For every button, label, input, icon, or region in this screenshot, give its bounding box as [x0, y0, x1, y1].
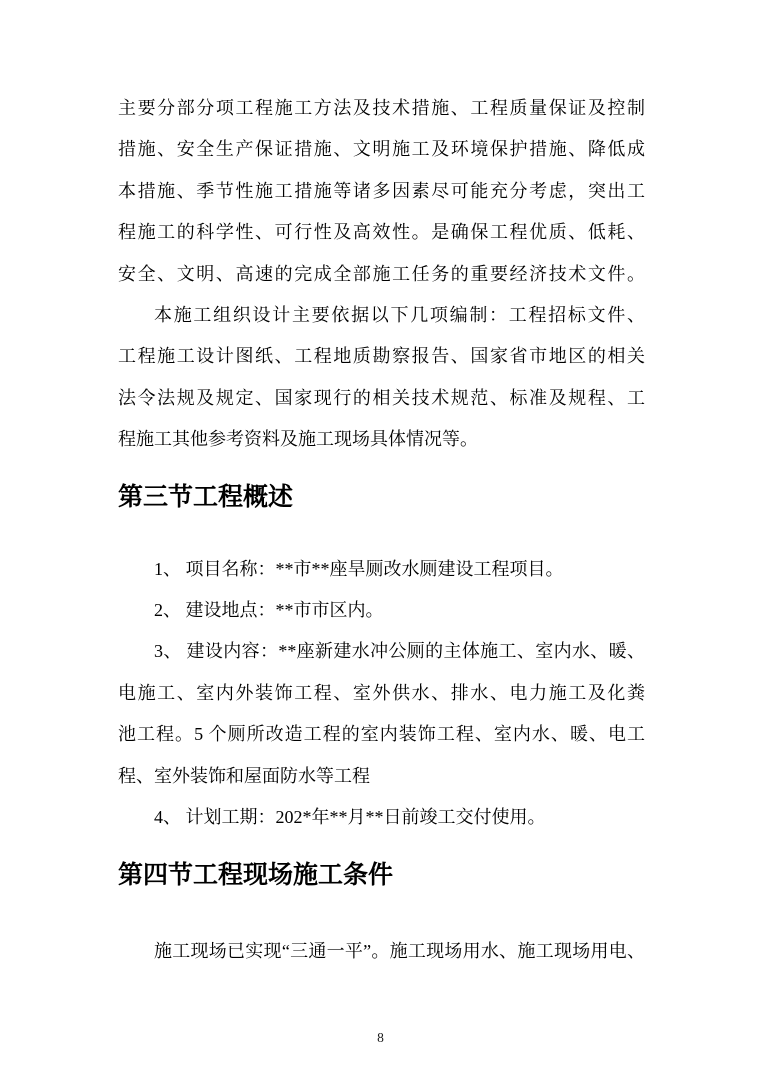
intro-paragraph-line: 工程施工设计图纸、工程地质勘察报告、国家省市地区的相关: [118, 346, 645, 367]
page-number: 8: [377, 1030, 384, 1045]
project-scope-item: 3、 建设内容：**座新建水冲公厕的主体施工、室内水、暖、: [154, 641, 645, 662]
intro-paragraph-line: 程施工其他参考资料及施工现场具体情况等。: [118, 429, 478, 450]
intro-paragraph-line: 措施、安全生产保证措施、文明施工及环境保护措施、降低成: [118, 139, 645, 160]
project-scope-item: 电施工、室内外装饰工程、室外供水、排水、电力施工及化粪: [118, 682, 645, 703]
intro-paragraph-line: 主要分部分项工程施工方法及技术措施、工程质量保证及控制: [118, 98, 645, 118]
intro-paragraph-line: 本措施、季节性施工措施等诸多因素尽可能充分考虑，突出工: [118, 180, 645, 201]
project-name-item: 1、 项目名称：**市**座旱厕改水厕建设工程项目。: [154, 558, 564, 579]
intro-paragraph-line: 安全、文明、高速的完成全部施工任务的重要经济技术文件。: [118, 263, 645, 284]
intro-paragraph-line: 法令法规及规定、国家现行的相关技术规范、标准及规程、工: [118, 387, 645, 408]
project-schedule-item: 4、 计划工期：202*年**月**日前竣工交付使用。: [154, 807, 546, 828]
project-scope-item: 池工程。5 个厕所改造工程的室内装饰工程、室内水、暖、电工: [118, 724, 645, 745]
site-conditions-paragraph-line: 施工现场已实现“三通一平”。施工现场用水、施工现场用电、: [154, 940, 645, 961]
intro-paragraph-line: 本施工组织设计主要依据以下几项编制：工程招标文件、: [154, 305, 645, 326]
section4-heading: 第四节工程现场施工条件: [118, 861, 394, 889]
intro-paragraph-line: 程施工的科学性、可行性及高效性。是确保工程优质、低耗、: [118, 222, 645, 243]
page-content: [118, 0, 645, 972]
project-location-item: 2、 建设地点：**市市区内。: [154, 600, 384, 621]
project-scope-item: 程、室外装饰和屋面防水等工程: [118, 765, 370, 786]
section3-heading: 第三节工程概述: [118, 483, 294, 511]
